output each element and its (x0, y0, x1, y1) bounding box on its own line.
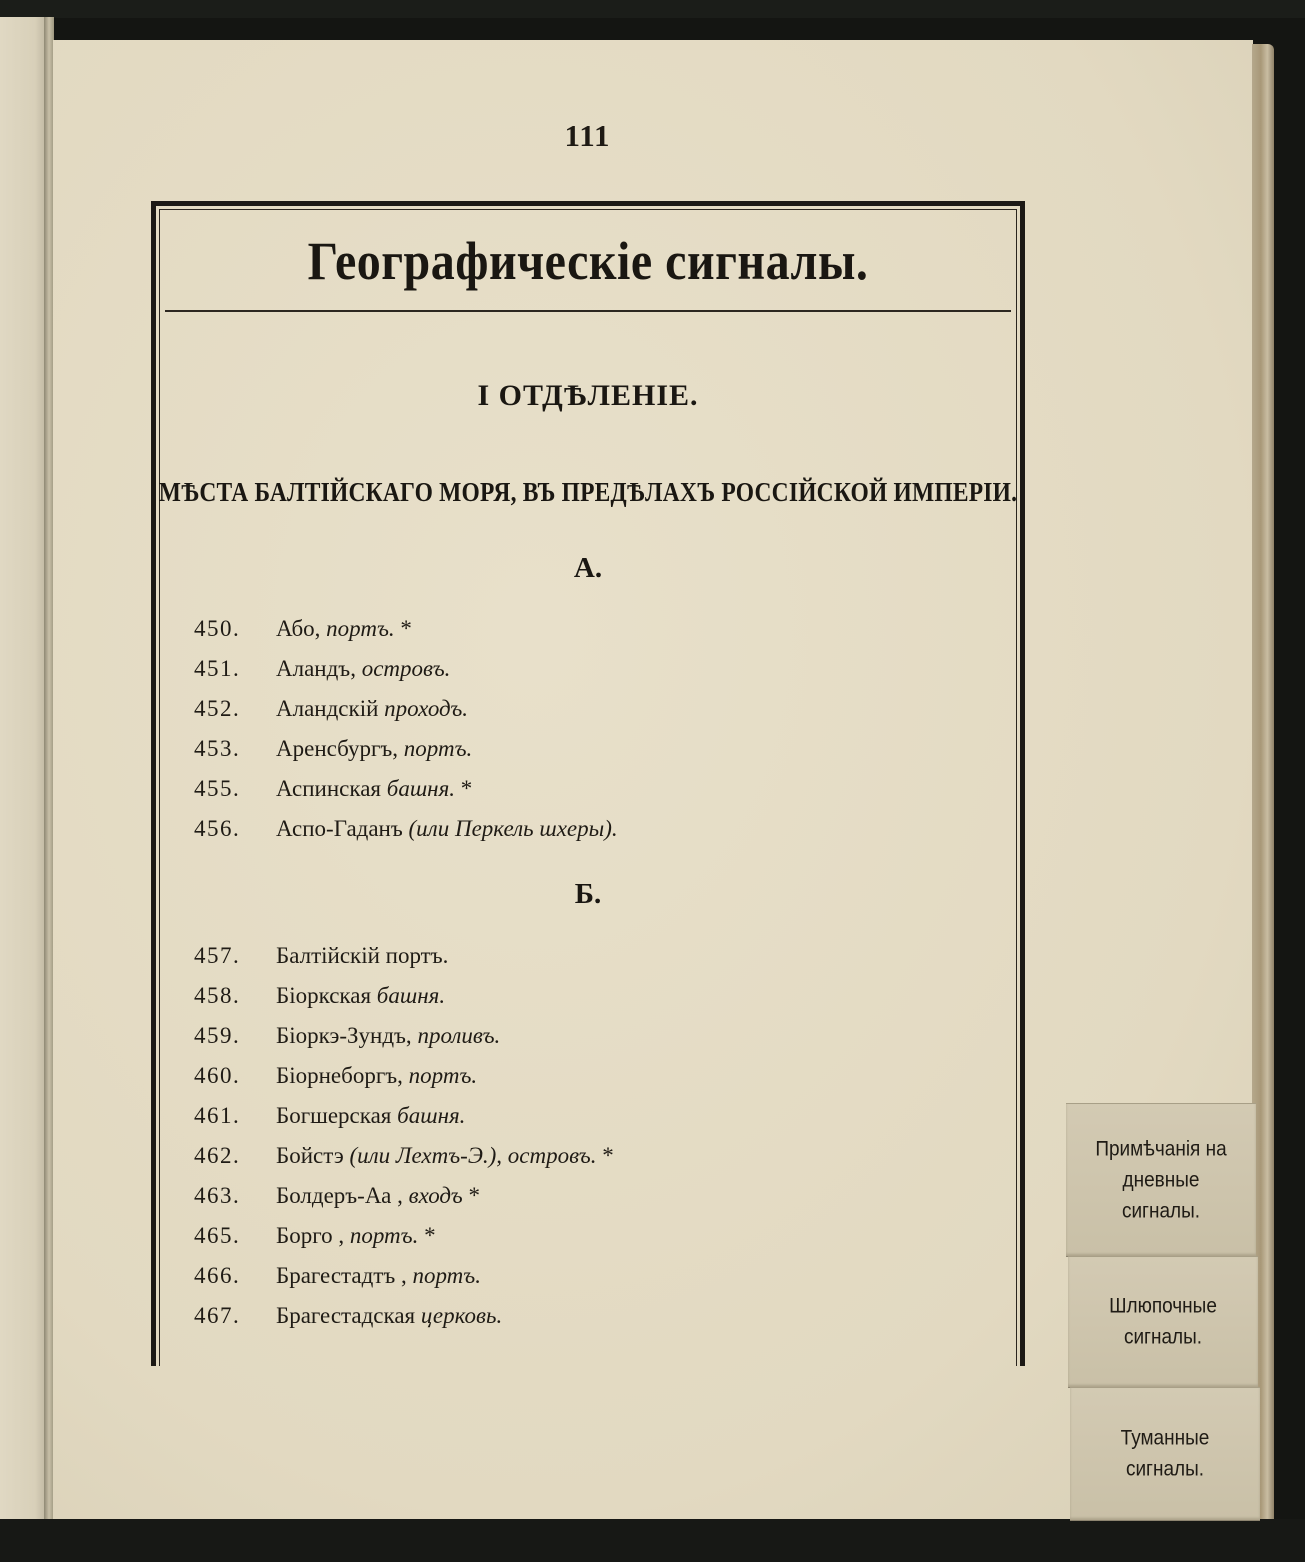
list-item (194, 1223, 436, 1255)
entry-name: Аландскій (276, 696, 379, 721)
section-title: I ОТДѢЛЕНІЕ. (477, 379, 699, 412)
entry-number: 459. (194, 1023, 241, 1048)
entry-number: 463. (194, 1183, 241, 1208)
list-item (194, 943, 448, 975)
thumb-tab-boat-signals[interactable] (1068, 1256, 1258, 1388)
entry-name: Або, (276, 616, 321, 641)
entry-name: Богшерская (276, 1103, 392, 1128)
entry-name: Брагестадская (276, 1303, 416, 1328)
entry-kind: церковь. (420, 1303, 503, 1328)
asterisk-mark: * (424, 1223, 436, 1248)
entry-number: 458. (194, 983, 241, 1008)
title-divider (165, 310, 1011, 312)
entry-number: 466. (194, 1263, 241, 1288)
entry-kind: проливъ. (417, 1023, 501, 1048)
content-frame (151, 201, 1025, 1366)
list-item (194, 696, 468, 728)
entry-kind: башня. (376, 983, 446, 1008)
list-item (194, 1103, 465, 1135)
list-item (194, 616, 412, 648)
asterisk-mark: * (400, 616, 412, 641)
list-item (194, 1263, 481, 1295)
entry-kind: портъ. (326, 616, 395, 641)
entry-number: 461. (194, 1103, 241, 1128)
entry-kind: входъ (408, 1183, 463, 1208)
entry-name: Болдеръ-Аа , (276, 1183, 403, 1208)
entry-kind: башня. (386, 776, 456, 801)
page-title: Географическіе сигналы. (307, 231, 869, 292)
entry-name: Брагестадтъ , (276, 1263, 407, 1288)
tab-label-line: дневные (1122, 1168, 1200, 1192)
section-subtitle: МѢСТА БАЛТІЙСКАГО МОРЯ, ВЪ ПРЕДѢЛАХЪ РОССІЙСКОЙ ИМПЕРІИ. (158, 477, 1018, 508)
tab-label-line: сигналы. (1123, 1325, 1203, 1350)
list-item (194, 1183, 480, 1215)
entry-kind: портъ. (403, 736, 473, 761)
asterisk-mark: * (468, 1183, 480, 1208)
tab-label-line: Примѣчанія на (1095, 1137, 1227, 1161)
entry-kind: проходъ. (384, 696, 469, 721)
tab-label-line: сигналы. (1121, 1199, 1201, 1223)
entry-number: 450. (194, 616, 241, 641)
entry-kind: портъ. (412, 1263, 481, 1288)
entry-number: 457. (194, 943, 241, 968)
entry-kind: портъ. (349, 1223, 419, 1248)
entry-name: Аспинская (276, 776, 381, 801)
entry-number: 465. (194, 1223, 241, 1248)
thumb-tab-fog-signals[interactable] (1070, 1387, 1260, 1521)
entry-name: Балтійскій портъ. (276, 943, 449, 968)
scan-background-top (0, 0, 1305, 18)
entry-number: 460. (194, 1063, 241, 1088)
list-item (194, 1303, 502, 1335)
entry-number: 452. (194, 696, 241, 721)
tab-label-line: Туманные (1120, 1426, 1210, 1451)
list-item (194, 1143, 614, 1175)
entry-kind: (или Лехтъ-Э.), островъ. (349, 1143, 597, 1168)
entry-name: Біоркэ-Зундъ, (276, 1023, 412, 1048)
page-number: 111 (564, 118, 611, 153)
list-item (194, 816, 618, 848)
entry-name: Біоркская (276, 983, 372, 1008)
tab-label-line: Шлюпочные (1109, 1294, 1217, 1319)
entry-number: 453. (194, 736, 241, 761)
list-item (194, 983, 445, 1015)
scan-background-bottom (0, 1519, 1305, 1562)
entry-name: Аренсбургъ, (276, 736, 399, 761)
asterisk-mark: * (602, 1143, 614, 1168)
entry-name: Бойстэ (276, 1143, 344, 1168)
facing-page-edge (0, 17, 50, 1519)
list-item (194, 776, 472, 808)
thumb-tab-day-signal-notes[interactable] (1066, 1103, 1256, 1257)
letter-heading-b: Б. (574, 878, 602, 910)
entry-name: Аспо-Гаданъ (276, 816, 403, 841)
entry-number: 455. (194, 776, 241, 801)
letter-heading-a: А. (573, 552, 603, 584)
entry-name: Аландъ, (276, 656, 356, 681)
entry-number: 451. (194, 656, 241, 681)
entry-name: Біорнеборгъ, (276, 1063, 403, 1088)
entry-number: 456. (194, 816, 241, 841)
tab-label-line: сигналы. (1125, 1457, 1205, 1482)
entry-number: 467. (194, 1303, 241, 1328)
entry-number: 462. (194, 1143, 241, 1168)
asterisk-mark: * (460, 776, 473, 801)
list-item (194, 1023, 500, 1055)
list-item (194, 1063, 477, 1095)
entry-kind: (или Перкель шхеры). (408, 816, 618, 841)
entry-kind: портъ. (408, 1063, 478, 1088)
list-item (194, 656, 450, 688)
entry-kind: островъ. (361, 656, 451, 681)
entry-kind: башня. (397, 1103, 466, 1128)
list-item (194, 736, 472, 768)
entry-name: Борго , (276, 1223, 345, 1248)
